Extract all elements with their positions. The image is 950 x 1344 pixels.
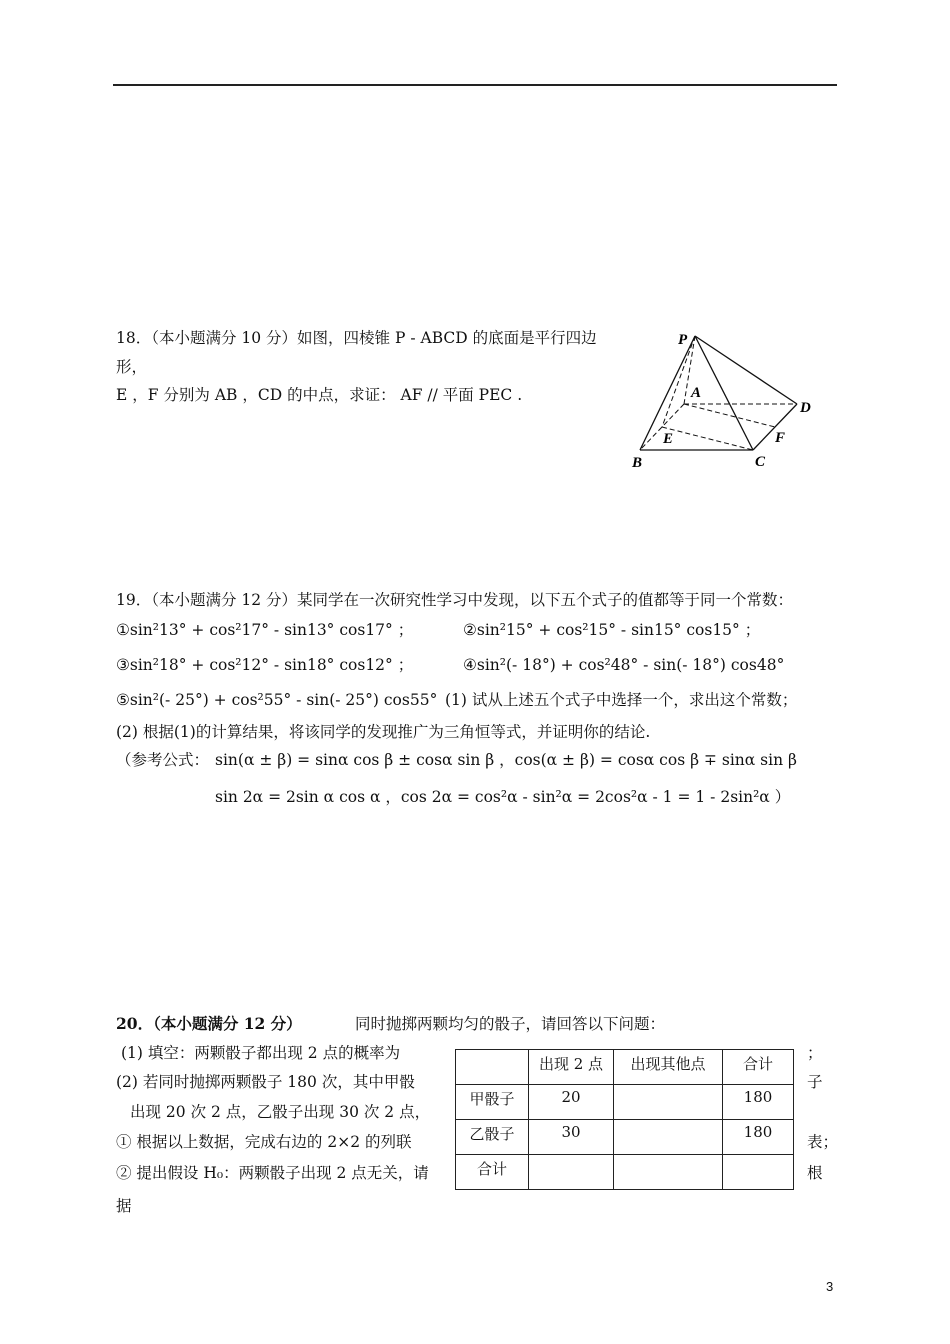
label-P: P (678, 332, 688, 348)
q19-ref1: sin(α ± β) = sinα cos β ± cosα sin β ，cos(α ± β) = cosα cos β ∓ sinα sin β (215, 751, 797, 769)
q20-line1: (1) 填空：两颗骰子都出现 2 点的概率为 (121, 1044, 401, 1062)
q18-line2: 形， (116, 358, 148, 376)
q19-expr1: ①sin²13° + cos²17° - sin13° cos17° ； (116, 621, 414, 639)
table-cell (614, 1155, 723, 1190)
table-cell (723, 1155, 794, 1190)
q19-expr2: ②sin²15° + cos²15° - sin15° cos15° ； (463, 621, 761, 639)
q19-expr5: ⑤sin²(- 25°) + cos²55° - sin(- 25°) cos55° (116, 691, 438, 709)
table-row (456, 1120, 794, 1155)
table-cell: 180 (723, 1120, 794, 1155)
table-cell: 180 (723, 1085, 794, 1120)
q20-line4: ① 根据以上数据，完成右边的 2×2 的列联 (116, 1133, 412, 1151)
q20-line5: ② 提出假设 H₀：两颗骰子出现 2 点无关，请 (116, 1164, 429, 1182)
q20-line4-end: 表； (807, 1133, 839, 1151)
q19-ref-prefix: （参考公式： (116, 751, 210, 769)
table-header-cell (456, 1050, 529, 1085)
q19-expr4: ④sin²(- 18°) + cos²48° - sin(- 18°) cos48° (463, 656, 785, 674)
q20-header: 20．（本小题满分 12 分） (116, 1014, 302, 1033)
q19-part1: (1) 试从上述五个式子中选择一个，求出这个常数； (445, 691, 798, 709)
pyramid-figure (625, 322, 825, 472)
label-F: F (775, 430, 786, 446)
q19-expr3: ③sin²18° + cos²12° - sin18° cos12° ； (116, 656, 414, 674)
label-A: A (691, 385, 702, 401)
contingency-table (455, 1049, 794, 1190)
table-cell: 30 (529, 1120, 614, 1155)
table-header-cell: 出现其他点 (614, 1050, 723, 1085)
q20-line1-end: ； (807, 1044, 823, 1062)
table-cell (614, 1120, 723, 1155)
q20-line2-end: 子 (807, 1073, 823, 1091)
q20-header-tail: 同时抛掷两颗均匀的骰子，请回答以下问题： (355, 1015, 666, 1033)
q19-ref2: sin 2α = 2sin α cos α ，cos 2α = cos²α - sin²α = 2cos²α - 1 = 1 - 2sin²α ） (215, 788, 791, 806)
table-row (456, 1155, 794, 1190)
table-header-cell: 出现 2 点 (529, 1050, 614, 1085)
table-cell: 合计 (456, 1155, 529, 1190)
q18-line1: 18．（本小题满分 10 分）如图，四棱锥 P - ABCD 的底面是平行四边 (116, 329, 597, 347)
table-cell (529, 1155, 614, 1190)
table-header-row (456, 1050, 794, 1085)
q20-line6: 据 (116, 1197, 132, 1215)
label-E: E (663, 431, 674, 447)
top-rule (113, 84, 837, 86)
q19-line1: 19．（本小题满分 12 分）某同学在一次研究性学习中发现，以下五个式子的值都等于同一个常数： (116, 591, 794, 609)
table-cell: 乙骰子 (456, 1120, 529, 1155)
q20-line3: 出现 20 次 2 点，乙骰子出现 30 次 2 点， (130, 1103, 431, 1121)
table-cell: 甲骰子 (456, 1085, 529, 1120)
label-C: C (755, 454, 766, 470)
q20-line5-end: 根 (807, 1164, 823, 1182)
q20-line2: (2) 若同时抛掷两颗骰子 180 次，其中甲骰 (116, 1073, 415, 1091)
table-row (456, 1085, 794, 1120)
q18-line3: E ，F 分别为 AB ，CD 的中点，求证： AF // 平面 PEC . (116, 386, 523, 404)
q19-part2: (2) 根据(1)的计算结果，将该同学的发现推广为三角恒等式，并证明你的结论. (116, 723, 651, 741)
table-header-cell: 合计 (723, 1050, 794, 1085)
table-cell: 20 (529, 1085, 614, 1120)
table-cell (614, 1085, 723, 1120)
label-B: B (632, 455, 643, 471)
page-number: 3 (826, 1279, 834, 1294)
label-D: D (800, 400, 811, 416)
